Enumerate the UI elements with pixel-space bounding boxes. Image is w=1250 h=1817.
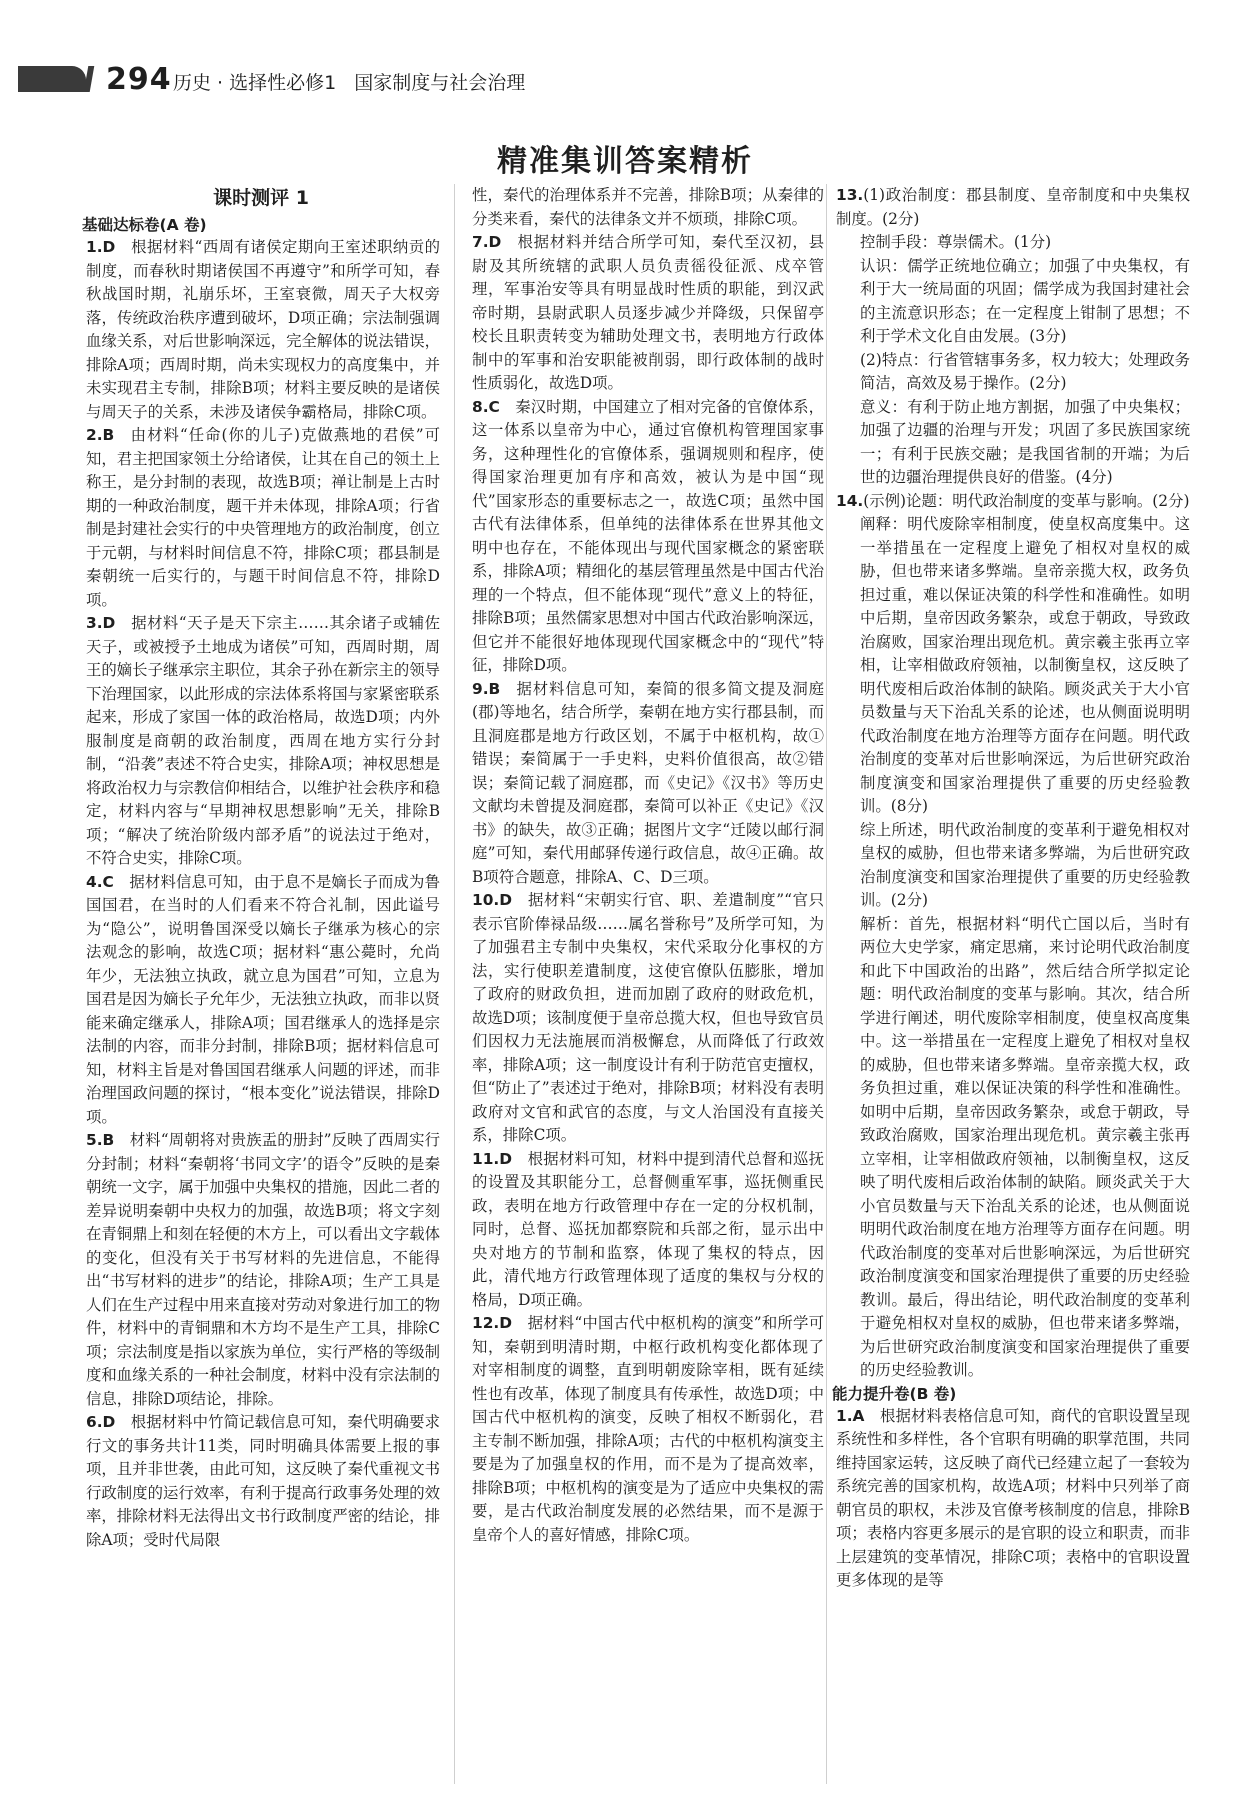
answer-paragraph: 综上所述，明代政治制度的变革利于避免相权对皇权的威胁，但也带来诸多弊端，为后世研究政治制度演变和国家治理提供了重要的历史经验教训。(2分) (860, 820, 1190, 909)
answer-text: 据材料“宋朝实行官、职、差遣制度”“官只表示官阶俸禄品级……属名誉称号”及所学可知，为了加强君主专制中央集权，宋代采取分化事权的方法，实行使职差遣制度，这使官僚队伍膨胀，增加了政府的财政负担，进而加剧了政府的财政危机，故选D项；该制度便于皇帝总揽大权，但也导致官员们因权力无法施展而消极懈怠，从而降低了行政效率，排除A项；这一制度设计有利于防范官吏擅权，但“防止了”表述过于绝对，排除B项；材料没有表明政府对文官和武官的态度，与文人治国没有直接关系，排除C项。 (472, 891, 824, 1144)
answer-item (86, 612, 440, 871)
answer-item (472, 678, 824, 890)
section-title: 课时测评 1 (213, 187, 309, 209)
answer-item (836, 1405, 1190, 1593)
answer-text: 根据材料可知，材料中提到清代总督和巡抚的设置及其职能分工，总督侧重军事，巡抚侧重民政，表明在地方行政管理中存在一定的分权机制，同时，总督、巡抚加都察院和兵部之衔，显示出中央对地方的节制和监察，体现了集权的特点，因此，清代地方行政管理体现了适度的集权与分权的格局，D项正确。 (472, 1149, 824, 1309)
answer-number: 2.B (86, 426, 115, 444)
answer-number: 11.D (472, 1149, 513, 1168)
answer-paragraph: 解析：首先，根据材料“明代亡国以后，当时有两位大史学家，痛定思痛，来讨论明代政治制度和此下中国政治的出路”，然后结合所学拟定论题：明代政治制度的变革与影响。其次，结合所学进行阐述，明代废除宰相制度，使皇权高度集中。这一举措虽在一定程度上避免了相权对皇权的威胁，但也带来诸多弊端。皇帝亲揽大权，政务负担过重，难以保证决策的科学性和准确性。如明中后期，皇帝因政务繁杂，或怠于朝政，导致政治腐败，国家治理出现危机。黄宗羲主张再立宰相，让宰相做政府领袖，以制衡皇权，这反映了明代废相后政治体制的缺陷。顾炎武关于大小官员数量与天下治乱关系的论述，也从侧面说明明代政治制度在地方治理等方面存在问题。明代政治制度的变革对后世影响深远，为后世研究政治制度演变和国家治理提供了重要的历史经验教训。最后，得出结论，明代政治制度的变革利于避免相权对皇权的威胁，但也带来诸多弊端，为后世研究政治制度演变和国家治理提供了重要的历史经验教训。 (860, 914, 1190, 1379)
book-title: 历史 · 选择性必修1 (173, 72, 337, 94)
answer-number: 5.B (86, 1131, 115, 1149)
answer-item (86, 1129, 440, 1411)
answer-number: 6.D (86, 1413, 116, 1431)
answer-item (472, 396, 824, 678)
answer-text: 根据材料中竹简记载信息可知，秦代明确要求行文的事务共计11类，同时明确具体需要上报的事项，且并非世袭，由此可知，这反映了秦代重视文书行政制度的运行效率，有利于提高行政事务处理的效率，排除材料无法得出文书行政制度严密的结论，排除A项；受时代局限 (86, 1413, 440, 1549)
answer-text: 材料“周朝将对贵族盂的册封”反映了西周实行分封制；材料“秦朝将‘书同文字’的语令”反映的是秦朝统一文字，属于加强中央集权的措施，因此二者的差异说明秦朝中央权力的加强，故选B项；将文字刻在青铜鼎上和刻在轻便的木方上，可以看出文字载体的变化，但没有关于书写材料的先进信息，不能得出“书写材料的进步”的结论，排除A项；生产工具是人们在生产过程中用来直接对劳动对象进行加工的物件，材料中的青铜鼎和木方均不是生产工具，排除C项；宗法制度是指以家族为单位，实行严格的等级制度和血缘关系的一种社会制度，材料中没有宗法制的信息，排除D项结论，排除。 (86, 1131, 440, 1408)
header-tab-decoration (18, 66, 86, 92)
answer-list-col3-b (832, 1405, 1190, 1593)
answer-number: 1.A (836, 1406, 865, 1425)
page-title: 精准集训答案精析 (497, 144, 753, 179)
column-divider (826, 184, 827, 1784)
answer-item (836, 490, 1190, 1383)
answer-paragraph: 14.(示例)论题：明代政治制度的变革与影响。(2分) (836, 491, 1190, 510)
answer-text: 据材料信息可知，由于息不是嫡长子而成为鲁国国君，在当时的人们看来不符合礼制，因此谥号为“隐公”，说明鲁国深受以嫡长子继承为核心的宗法观念的影响，故选C项；据材料“惠公薨时，允尚年少，无法独立执政，就立息为国君”可知，立息为国君是因为嫡长子允年少，无法独立执政，而非以贤能来确定继承人，排除A项；国君继承人的选择是宗法制的内容，而非分封制，排除B项；据材料信息可知，材料主旨是对鲁国国君继承人问题的评述，而非治理国政问题的探讨，“根本变化”说法错误，排除D项。 (86, 872, 440, 1126)
answer-text: 根据材料并结合所学可知，秦代至汉初，县尉及其所统辖的武职人员负责徭役征派、戍卒管理，军事治安等具有明显战时性质的职能，到汉武帝时期，县尉武职人员逐步减少并降级，只保留亭校长且职责转变为辅助处理文书，表明地方行政体制中的军事和治安职能被削弱，即行政体制的战时性质弱化，故选D项。 (472, 233, 824, 392)
answer-number: 8.C (472, 397, 500, 416)
answer-number: 1.D (86, 238, 116, 256)
answer-item (472, 1148, 824, 1313)
answer-paragraph: 认识：儒学正统地位确立；加强了中央集权，有利于大一统局面的巩固；儒学成为我国封建社会的主流意识形态；在一定程度上钳制了思想；不利于学术文化自由发展。(3分) (860, 256, 1190, 345)
answer-text: 根据材料“西周有诸侯定期向王室述职纳贡的制度，而春秋时期诸侯国不再遵守”和所学可知，春秋战国时期，礼崩乐坏，王室衰微，周天子大权旁落，传统政治秩序遭到破坏，D项正确；宗法制强调血缘关系，对后世影响深远，完全解体的说法错误，排除A项；西周时期，尚未实现权力的高度集中，并未实现君主专制，排除B项；材料主要反映的是诸侯与周天子的关系，未涉及诸侯争霸格局，排除C项。 (86, 238, 440, 421)
answer-text: 据材料“天子是天下宗主……其余诸子或辅佐天子，或被授予土地成为诸侯”可知，西周时期，周王的嫡长子继承宗主职位，其余子孙在新宗主的领导下治理国家，以此形成的宗法体系将国与家紧密联系起来，形成了家国一体的政治格局，故选D项；内外服制度是商朝的政治制度，西周在地方实行分封制，“沿袭”表述不符合史实，排除A项；神权思想是将政治权力与宗教信仰相结合，以维护社会秩序和稳定，材料内容与“早期神权思想影响”无关，排除B项；“解决了统治阶级内部矛盾”的说法过于绝对，不符合史实，排除C项。 (86, 614, 440, 867)
part-a-heading: 基础达标卷(A 卷) (82, 216, 207, 234)
column-1 (82, 184, 440, 1794)
answer-number: 13. (836, 186, 864, 204)
book-subject: 国家制度与社会治理 (354, 72, 526, 94)
answer-paragraph: 控制手段：尊崇儒术。(1分) (860, 233, 1052, 251)
answer-paragraph: 阐释：明代废除宰相制度，使皇权高度集中。这一举措虽在一定程度上避免了相权对皇权的威胁，但也带来诸多弊端。皇帝亲揽大权，政务负担过重，难以保证决策的科学性和准确性。如明中后期，皇帝因政务繁杂，或怠于朝政，导致政治腐败，国家治理出现危机。黄宗羲主张再立宰相，让宰相做政府领袖，以制衡皇权，这反映了明代废相后政治体制的缺陷。顾炎武关于大小官员数量与天下治乱关系的论述，也从侧面说明明代政治制度在地方治理等方面存在问题。明代政治制度的变革对后世影响深远，为后世研究政治制度演变和国家治理提供了重要的历史经验教训。(8分) (860, 515, 1190, 815)
answer-number: 10.D (472, 891, 513, 909)
page-number: 294 (106, 62, 172, 97)
answer-number: 9.B (472, 679, 501, 698)
answer-text: 由材料“任命(你的儿子)克做燕地的君侯”可知，君主把国家领土分给诸侯，让其在自己的领土上称王，是分封制的表现，故选B项；禅让制是上古时期的一种政治制度，题干并未体现，排除A项；行省制是封建社会实行的中央管理地方的政治制度，创立于元朝，与材料时间信息不符，排除C项；郡县制是秦朝统一后实行的，与题干时间信息不符，排除D项。 (86, 426, 440, 609)
answer-list-col3 (832, 184, 1190, 1383)
running-head (173, 68, 525, 95)
answer-item (86, 424, 440, 612)
answer-paragraph: 13.(1)政治制度：郡县制度、皇帝制度和中央集权制度。(2分) (836, 186, 1190, 228)
column-3 (832, 184, 1190, 1794)
answer-text: 据材料“中国古代中枢机构的演变”和所学可知，秦朝到明清时期，中枢行政机构变化都体现了对宰相制度的调整，直到明朝废除宰相，既有延续性也有改革，体现了制度具有传承性，故选D项；中国古代中枢机构的演变，反映了相权不断弱化，君主专制不断加强，排除A项；古代的中枢机构演变主要是为了加强皇权的作用，而不是为了提高效率，排除B项；中枢机构的演变是为了适应中央集权的需要，是古代政治制度发展的必然结果，而不是源于皇帝个人的喜好情感，排除C项。 (472, 1314, 824, 1544)
answer-number: 3.D (86, 614, 116, 632)
answer-list-col1 (82, 236, 440, 1552)
answer-item (86, 236, 440, 424)
answer-text: 秦汉时期，中国建立了相对完备的官僚体系，这一体系以皇帝为中心，通过官僚机构管理国家事务，这种理性化的官僚体系，强调规则和程序，使得国家治理更加有序和高效，被认为是中国“现代”国家形态的重要标志之一，故选C项；虽然中国古代有法律体系，但单纯的法律体系在世界其他文明中也存在，不能体现出与现代国家概念的紧密联系，排除A项；精细化的基层管理虽然是中国古代治理的一个特点，但不能体现“现代”意义上的特征，排除B项；虽然儒家思想对中国古代政治影响深远，但它并不能很好地体现现代国家概念中的“现代”特征，排除D项。 (472, 397, 824, 674)
answer-text: 根据材料表格信息可知，商代的官职设置呈现系统性和多样性，各个官职有明确的职掌范围，共同维持国家运转，这反映了商代已经建立起了一套较为系统完善的国家机构，故选A项；材料中只列举了商朝官员的职权，未涉及官僚考核制度的信息，排除B项；表格内容更多展示的是官职的设立和职责，而非上层建筑的变革情况，排除C项；表格中的官职设置更多体现的是等 (836, 1406, 1190, 1589)
answer-text: 性，秦代的治理体系并不完善，排除B项；从秦律的分类来看，秦代的法律条文并不烦琐，排除C项。 (472, 186, 824, 228)
answer-number: 4.C (86, 872, 114, 891)
answer-text: 据材料信息可知，秦简的很多简文提及洞庭(郡)等地名，结合所学，秦朝在地方实行郡县制，而且洞庭郡是地方行政区划，不属于中枢机构，故①错误；秦简属于一手史料，史料价值很高，故②错误；秦简记载了洞庭郡，而《史记》《汉书》等历史文献均未曾提及洞庭郡，秦简可以补正《史记》《汉书》的缺失，故③正确；据图片文字“迁陵以邮行洞庭”可知，秦代用邮驿传递行政信息，故④正确。故B项符合题意，排除A、C、D三项。 (472, 679, 824, 886)
answer-item (836, 184, 1190, 490)
answer-paragraph: 意义：有利于防止地方割据，加强了中央集权；加强了边疆的治理与开发；巩固了多民族国家统一；有利于民族交融；是我国省制的开端；为后世的边疆治理提供良好的借鉴。(4分) (860, 397, 1190, 486)
part-b-heading: 能力提升卷(B 卷) (832, 1384, 957, 1403)
answer-item (472, 1312, 824, 1547)
answer-number: 14. (836, 491, 864, 510)
column-divider (454, 184, 455, 1784)
column-2 (468, 184, 824, 1794)
answer-list-col2 (468, 184, 824, 1547)
answer-number: 7.D (472, 233, 502, 251)
page-header (18, 58, 658, 98)
answer-item (472, 184, 824, 231)
answer-item (472, 231, 824, 396)
answer-item (472, 889, 824, 1148)
answer-item (86, 1411, 440, 1552)
answer-number: 12.D (472, 1314, 513, 1332)
answer-item (86, 871, 440, 1130)
answer-paragraph: (2)特点：行省管辖事务多，权力较大；处理政务简洁，高效及易于操作。(2分) (860, 350, 1190, 392)
